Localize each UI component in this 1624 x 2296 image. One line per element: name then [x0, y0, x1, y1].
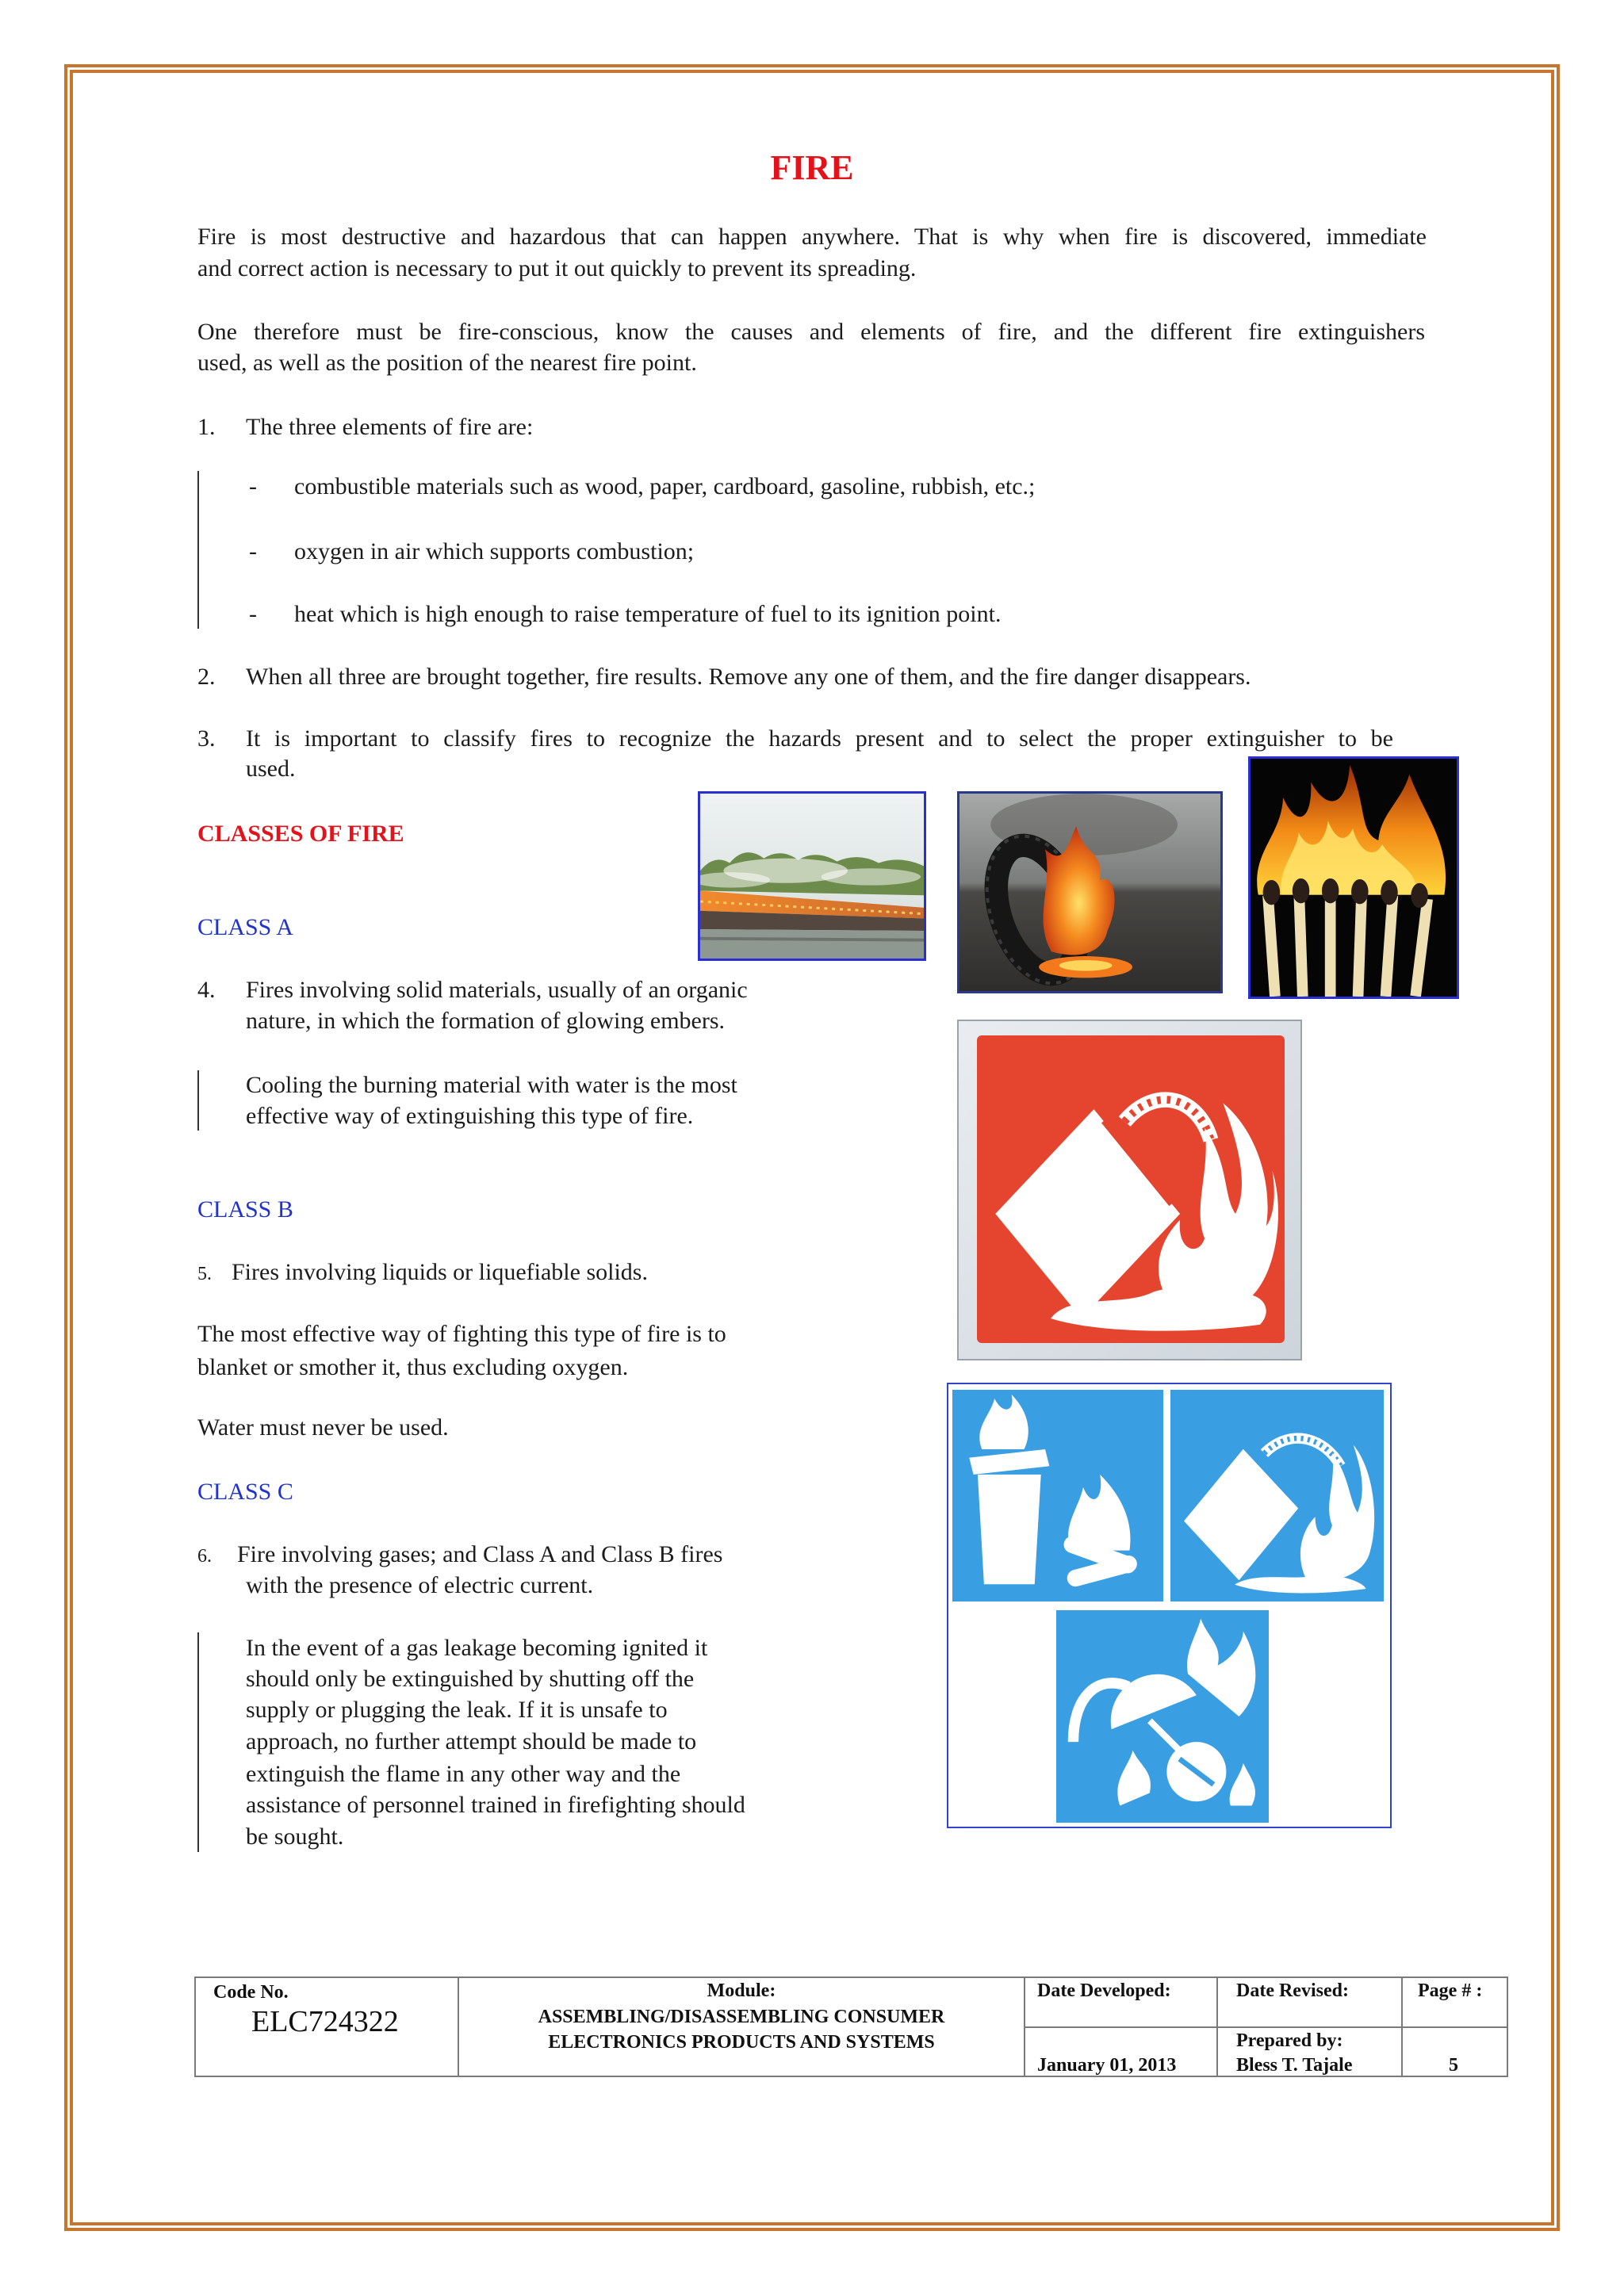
class-c-note-line-3: supply or plugging the leak. If it is unsafe to	[246, 1697, 668, 1723]
class-c-line-1: Fire involving gases; and Class A and Class B fires	[237, 1541, 723, 1567]
class-b-text: Fires involving liquids or liquefiable solids.	[232, 1259, 648, 1285]
burning-conveyor-photo	[698, 791, 926, 961]
item-3-number: 3.	[197, 725, 216, 752]
footer-module-line-1: ASSEMBLING/DISASSEMBLING CONSUMER	[538, 2007, 945, 2027]
class-c-note-line-2: should only be extinguished by shutting off the	[246, 1666, 695, 1692]
footer-row-divider	[1025, 2026, 1508, 2028]
bullet-dash: -	[249, 538, 257, 564]
bullet-combustible-materials: combustible materials such as wood, paper, cardboard, gasoline, rubbish, etc.;	[294, 473, 1036, 499]
class-a-note-line-2: effective way of extinguishing this type of fire.	[246, 1103, 694, 1129]
footer-page-label: Page # :	[1418, 1980, 1483, 2001]
page-frame	[64, 64, 1560, 2231]
footer-page-number: 5	[1449, 2055, 1458, 2076]
class-c-note-line-7: be sought.	[246, 1823, 344, 1850]
class-a-note-bar	[197, 1070, 199, 1131]
footer-code-value: ELC724322	[251, 2005, 399, 2038]
class-b-fire-sign	[957, 1020, 1302, 1360]
item-5-number: 5.	[197, 1264, 212, 1284]
class-c-note-bar	[197, 1632, 199, 1852]
red-sign-panel	[977, 1035, 1285, 1343]
bullet-dash: -	[249, 601, 257, 627]
bullets-margin-bar	[197, 471, 199, 629]
class-b-para-line-2: blanket or smother it, thus excluding oxygen.	[197, 1354, 629, 1380]
class-b-sign	[1170, 1390, 1384, 1601]
footer-prepared-value: Bless T. Tajale	[1236, 2055, 1353, 2076]
class-b-label: CLASS B	[197, 1196, 293, 1223]
class-c-note-line-1: In the event of a gas leakage becoming ignited it	[246, 1635, 708, 1661]
item-1-number: 1.	[197, 414, 216, 440]
footer-module-line-2: ELECTRONICS PRODUCTS AND SYSTEMS	[548, 2032, 935, 2053]
item-1-text: The three elements of fire are:	[246, 414, 534, 440]
electric-fire-icon	[1056, 1610, 1269, 1823]
class-a-label: CLASS A	[197, 914, 293, 940]
class-a-line-2: nature, in which the formation of glowing embers.	[246, 1008, 726, 1034]
footer-date-revised-label: Date Revised:	[1236, 1980, 1349, 2001]
bullet-oxygen: oxygen in air which supports combustion;	[294, 538, 695, 564]
class-b-warning: Water must never be used.	[197, 1414, 449, 1441]
page-title: FIRE	[770, 148, 854, 187]
class-c-sign	[1056, 1610, 1269, 1823]
item-6-number: 6.	[197, 1546, 212, 1567]
class-a-sign	[952, 1390, 1163, 1601]
item-2-number: 2.	[197, 664, 216, 690]
item-4-number: 4.	[197, 977, 216, 1003]
class-c-line-2: with the presence of electric current.	[246, 1572, 594, 1598]
class-c-label: CLASS C	[197, 1479, 293, 1505]
item-3-line-1: It is important to classify fires to recognize the hazards present and to select the proper extinguisher to be	[246, 725, 1393, 752]
class-b-para-line-1: The most effective way of fighting this type of fire is to	[197, 1321, 726, 1347]
bullet-dash: -	[249, 473, 257, 499]
item-3-line-2: used.	[246, 756, 296, 782]
footer-date-developed-label: Date Developed:	[1037, 1980, 1171, 2001]
intro-paragraph-1-line-2: and correct action is necessary to put it out quickly to prevent its spreading.	[197, 255, 917, 281]
class-c-note-line-6: assistance of personnel trained in firefighting should	[246, 1792, 745, 1818]
bullet-heat: heat which is high enough to raise temperature of fuel to its ignition point.	[294, 601, 1002, 627]
item-2-text: When all three are brought together, fire results. Remove any one of them, and the fire danger disappears.	[246, 664, 1251, 690]
footer-module-label: Module:	[707, 1980, 776, 2001]
intro-paragraph-2-line-2: used, as well as the position of the nearest fire point.	[197, 350, 697, 376]
footer-prepared-label: Prepared by:	[1236, 2030, 1343, 2051]
class-a-note-line-1: Cooling the burning material with water is the most	[246, 1072, 737, 1098]
classes-of-fire-heading: CLASSES OF FIRE	[197, 821, 404, 847]
burning-matches-photo	[1248, 756, 1459, 999]
intro-paragraph-1-line-1: Fire is most destructive and hazardous that can happen anywhere. That is why when fire is discovered, immediate	[197, 224, 1427, 250]
class-c-note-line-5: extinguish the flame in any other way and the	[246, 1761, 681, 1787]
footer-date-developed-value: January 01, 2013	[1037, 2055, 1177, 2076]
burning-tire-photo	[957, 791, 1223, 993]
footer-code-label: Code No.	[213, 1982, 289, 2003]
bucket-pouring-on-fire-icon	[977, 1035, 1285, 1343]
bucket-pouring-icon	[1170, 1390, 1384, 1601]
fire-class-signs-panel	[947, 1383, 1392, 1828]
trash-can-fire-icon	[952, 1390, 1163, 1601]
class-c-note-line-4: approach, no further attempt should be made to	[246, 1728, 697, 1755]
intro-paragraph-2-line-1: One therefore must be fire-conscious, know the causes and elements of fire, and the different fire extinguishers	[197, 319, 1425, 345]
class-a-line-1: Fires involving solid materials, usually of an organic	[246, 977, 748, 1003]
